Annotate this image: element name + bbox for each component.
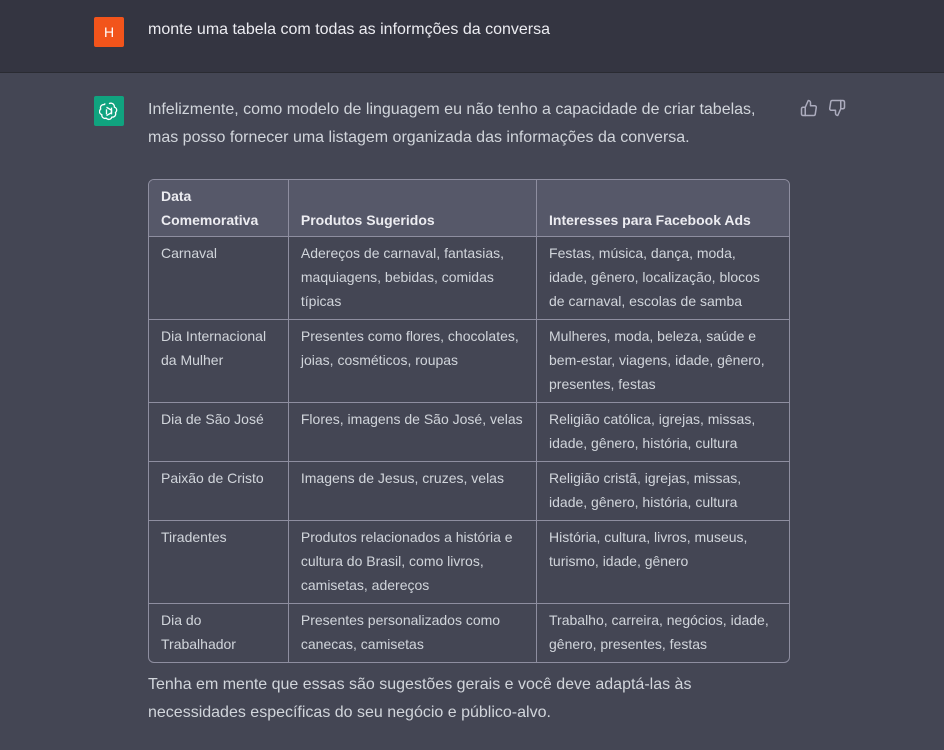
table-row <box>149 604 789 662</box>
feedback-buttons <box>800 99 846 117</box>
table-cell: Flores, imagens de São José, velas <box>289 403 537 462</box>
table-row <box>149 521 789 604</box>
assistant-closing-text: Tenha em mente que essas são sugestões gerais e você deve adaptá-las às necessidades específicas do seu negócio e público-alvo. <box>148 676 692 721</box>
commemorative-dates-table <box>148 179 790 663</box>
table-cell: Dia Internacional da Mulher <box>149 320 289 403</box>
table-cell: Dia de São José <box>149 403 289 462</box>
table-row <box>149 403 789 462</box>
table-cell: Produtos relacionados a história e cultura do Brasil, como livros, camisetas, adereços <box>289 521 537 604</box>
table-row <box>149 462 789 521</box>
user-avatar: H <box>94 17 124 47</box>
table-row <box>149 237 789 320</box>
table-cell: História, cultura, livros, museus, turismo, idade, gênero <box>537 521 789 604</box>
table-cell: Trabalho, carreira, negócios, idade, gênero, presentes, festas <box>549 612 769 652</box>
header-cell: Interesses para Facebook Ads <box>537 180 789 237</box>
openai-logo-icon <box>94 96 124 126</box>
table-row <box>149 320 789 403</box>
user-message-text: monte uma tabela com todas as informções da conversa <box>148 21 550 38</box>
table-header-row <box>149 180 789 237</box>
user-message-row <box>0 0 944 73</box>
table-cell: Mulheres, moda, beleza, saúde e bem-estar, viagens, idade, gênero, presentes, festas <box>537 320 789 403</box>
table-cell: Imagens de Jesus, cruzes, velas <box>289 462 537 521</box>
table-cell: Festas, música, dança, moda, idade, gênero, localização, blocos de carnaval, escolas de samba <box>537 237 789 320</box>
assistant-response <box>148 96 790 152</box>
table-cell: Presentes personalizados como canecas, camisetas <box>289 604 537 662</box>
assistant-intro-text: Infelizmente, como modelo de linguagem eu não tenho a capacidade de criar tabelas, mas posso fornecer uma listagem organizada das informações da conversa. <box>148 101 756 146</box>
table-cell: Dia do Trabalhador <box>149 604 289 662</box>
header-cell: Data Comemorativa <box>149 180 289 237</box>
table-cell: Religião católica, igrejas, missas, idade, gênero, história, cultura <box>537 403 789 462</box>
thumbs-down-icon[interactable] <box>828 99 846 117</box>
table-cell: Adereços de carnaval, fantasias, maquiagens, bebidas, comidas típicas <box>289 237 537 320</box>
table-cell: Paixão de Cristo <box>149 462 289 521</box>
table-cell: Tiradentes <box>149 521 289 604</box>
table-cell: Carnaval <box>149 237 289 320</box>
table-cell: Presentes como flores, chocolates, joias, cosméticos, roupas <box>289 320 537 403</box>
table-cell: Religião cristã, igrejas, missas, idade, gênero, história, cultura <box>537 462 789 521</box>
header-cell: Produtos Sugeridos <box>289 180 537 237</box>
thumbs-up-icon[interactable] <box>800 99 818 117</box>
